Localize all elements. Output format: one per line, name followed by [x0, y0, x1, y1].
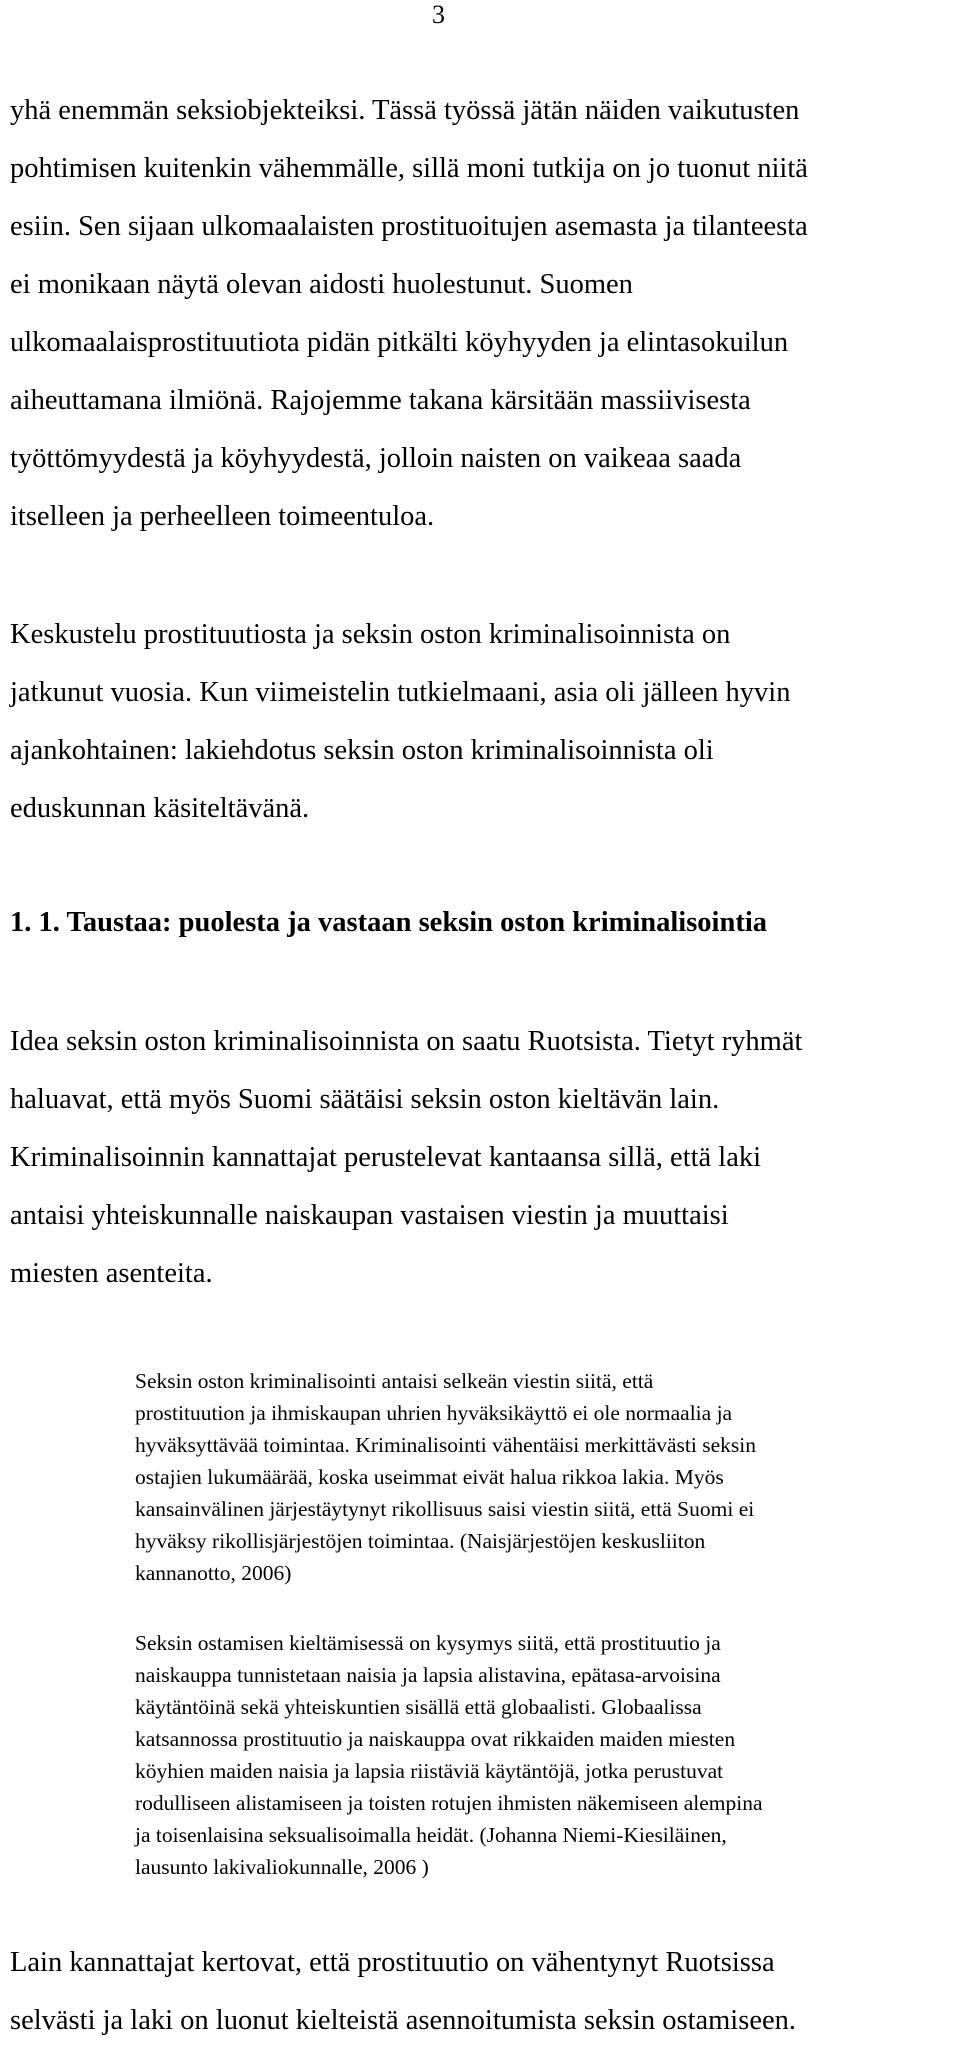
text-line: Lain kannattajat kertovat, että prostituutio on vähentynyt Ruotsissa	[10, 1947, 775, 1978]
text-line: Idea seksin oston kriminalisoinnista on saatu Ruotsista. Tietyt ryhmät	[10, 1026, 803, 1057]
page-number: 3	[432, 0, 445, 29]
text-line: itselleen ja perheelleen toimeentuloa.	[10, 501, 435, 532]
text-line: ei monikaan näytä olevan aidosti huolestunut. Suomen	[10, 269, 633, 300]
quote-line: hyväksyttävää toimintaa. Kriminalisointi vähentäisi merkittävästi seksin	[135, 1433, 756, 1457]
quote-line: prostituution ja ihmiskaupan uhrien hyväksikäyttö ei ole normaalia ja	[135, 1401, 733, 1425]
text-line: miesten asenteita.	[10, 1258, 213, 1289]
quote-line: lausunto lakivaliokunnalle, 2006 )	[135, 1855, 429, 1879]
text-line: pohtimisen kuitenkin vähemmälle, sillä moni tutkija on jo tuonut niitä	[10, 153, 808, 184]
text-line: antaisi yhteiskunnalle naiskaupan vastaisen viestin ja muuttaisi	[10, 1200, 729, 1231]
quote-line: Seksin oston kriminalisointi antaisi selkeän viestin siitä, että	[135, 1369, 654, 1393]
body-paragraph	[10, 1934, 945, 2050]
body-paragraph	[10, 1013, 945, 1303]
text-line: yhä enemmän seksiobjekteiksi. Tässä työssä jätän näiden vaikutusten	[10, 95, 800, 126]
quote-line: kannanotto, 2006)	[135, 1561, 292, 1585]
quote-line: rodulliseen alistamiseen ja toisten rotujen ihmisten näkemiseen alempina	[135, 1791, 763, 1815]
block-quote	[135, 1627, 955, 1883]
quote-line: hyväksy rikollisjärjestöjen toimintaa. (Naisjärjestöjen keskusliiton	[135, 1529, 706, 1553]
text-line: ajankohtainen: lakiehdotus seksin oston kriminalisoinnista oli	[10, 735, 714, 766]
text-line: työttömyydestä ja köyhyydestä, jolloin naisten on vaikeaa saada	[10, 443, 742, 474]
text-line: esiin. Sen sijaan ulkomaalaisten prostituoitujen asemasta ja tilanteesta	[10, 211, 808, 242]
text-line: selvästi ja laki on luonut kielteistä asennoitumista seksin ostamiseen.	[10, 2005, 796, 2036]
quote-line: Seksin ostamisen kieltämisessä on kysymys siitä, että prostituutio ja	[135, 1631, 721, 1655]
block-quote	[135, 1365, 955, 1589]
quote-line: naiskauppa tunnistetaan naisia ja lapsia alistavina, epätasa-arvoisina	[135, 1663, 721, 1687]
quote-line: köyhien maiden naisia ja lapsia riistäviä käytäntöjä, jotka perustuvat	[135, 1759, 724, 1783]
quote-line: kansainvälinen järjestäytynyt rikollisuus saisi viestin siitä, että Suomi ei	[135, 1497, 755, 1521]
body-paragraph	[10, 606, 945, 838]
quote-line: ostajien lukumäärää, koska useimmat eivät halua rikkoa lakia. Myös	[135, 1465, 724, 1489]
quote-line: ja toisenlaisina seksualisoimalla heidät. (Johanna Niemi-Kiesiläinen,	[135, 1823, 727, 1847]
text-line: jatkunut vuosia. Kun viimeistelin tutkielmaani, asia oli jälleen hyvin	[10, 677, 791, 708]
quote-line: käytäntöinä sekä yhteiskuntien sisällä että globaalisti. Globaalissa	[135, 1695, 702, 1719]
text-line: aiheuttamana ilmiönä. Rajojemme takana kärsitään massiivisesta	[10, 385, 751, 416]
text-line: ulkomaalaisprostituutiota pidän pitkälti köyhyyden ja elintasokuilun	[10, 327, 789, 358]
text-line: eduskunnan käsiteltävänä.	[10, 793, 310, 824]
quote-line: katsannossa prostituutio ja naiskauppa ovat rikkaiden maiden miesten	[135, 1727, 736, 1751]
section-heading: 1. 1. Taustaa: puolesta ja vastaan seksin oston kriminalisointia	[10, 907, 767, 938]
text-line: Keskustelu prostituutiosta ja seksin oston kriminalisoinnista on	[10, 619, 731, 650]
text-line: haluavat, että myös Suomi säätäisi seksin oston kieltävän lain.	[10, 1084, 720, 1115]
body-paragraph	[10, 82, 945, 546]
text-line: Kriminalisoinnin kannattajat perustelevat kantaansa sillä, että laki	[10, 1142, 762, 1173]
